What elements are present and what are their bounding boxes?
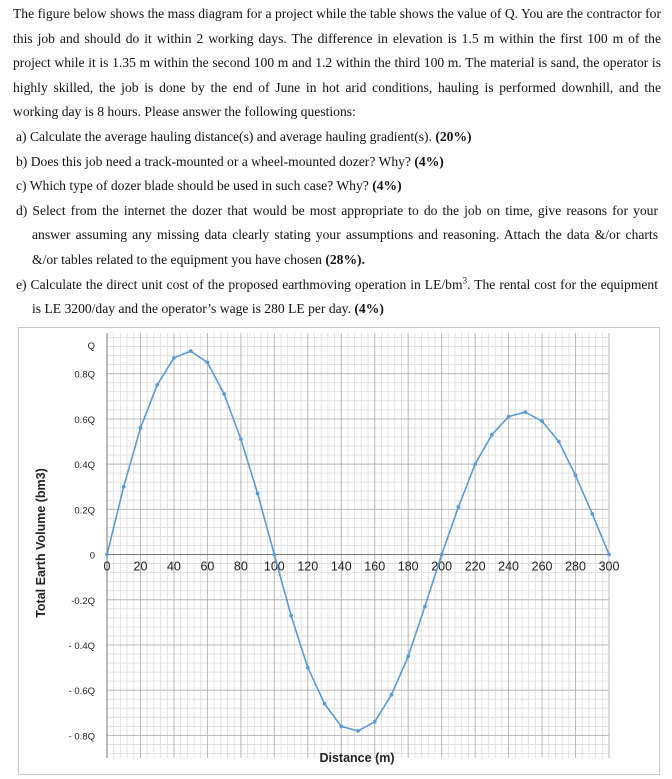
question-d: d) Select from the internet the dozer that would be most appropriate to do the job on time, give reasons for your answer assuming any missing data clearly stating your assumptions and reasoning. Attach the data &/or charts &/or tables related to the equipment you have chosen (28%). <box>16 202 658 267</box>
data-point <box>356 729 360 733</box>
data-point <box>122 485 126 489</box>
x-tick-label: 80 <box>233 559 248 574</box>
data-point <box>523 410 527 414</box>
x-tick-label: 180 <box>397 559 419 574</box>
data-point <box>306 666 310 670</box>
data-point <box>607 553 611 557</box>
x-tick-label: 20 <box>133 559 148 574</box>
y-tick-label: 0.8Q <box>74 369 95 381</box>
question-b: b) Does this job need a track-mounted or a wheel-mounted dozer? Why? (4%) <box>16 153 444 169</box>
y-axis-top-label: Q <box>87 341 95 352</box>
data-point <box>206 360 210 364</box>
question-c: c) Which type of dozer blade should be used in such case? Why? (4%) <box>16 178 402 194</box>
chart-tick-labels <box>69 370 620 743</box>
data-point <box>390 693 394 697</box>
series-line <box>107 351 609 731</box>
x-tick-label: 200 <box>431 559 453 574</box>
x-tick-label: 280 <box>565 559 586 574</box>
y-tick-label: - 0.4Q <box>68 640 95 652</box>
data-point <box>189 349 193 353</box>
x-tick-label: 60 <box>200 559 215 574</box>
y-tick-label: 0.2Q <box>74 505 95 517</box>
data-point <box>507 415 511 419</box>
data-point <box>239 437 243 441</box>
y-tick-label: 0.4Q <box>74 460 95 472</box>
data-point <box>373 720 377 724</box>
data-point <box>457 505 461 509</box>
data-point <box>256 492 260 496</box>
data-point <box>557 440 561 444</box>
data-point <box>473 462 477 466</box>
data-point <box>155 383 159 387</box>
data-point <box>139 426 143 430</box>
y-axis-label: Total Earth Volume (bm3) <box>34 468 48 618</box>
x-tick-label: 300 <box>598 559 620 574</box>
x-tick-label: 120 <box>297 559 319 574</box>
y-tick-label: - 0.6Q <box>68 686 95 698</box>
data-point <box>423 605 427 609</box>
x-tick-label: 40 <box>166 559 181 574</box>
data-point <box>339 724 343 728</box>
intro-paragraph: The figure below shows the mass diagram for a project while the table shows the value of Q. You are the contractor for this job and should do it within 2 working days. The difference in elevation is 1.5 m within the first 100 m of the project while it is 1.35 m within the second 100 m and 1.2 within the third 100 m. The material is sand, the operator is highly skilled, the job is done by the end of June in hot arid conditions, hauling is performed downhill, and the working day is 8 hours. Please answer the following questions: <box>13 6 661 120</box>
data-point <box>590 512 594 516</box>
chart-svg <box>19 328 659 774</box>
x-tick-label: 140 <box>330 559 352 574</box>
data-point <box>272 553 276 557</box>
y-tick-label: - 0.8Q <box>68 731 95 743</box>
data-point <box>289 614 293 618</box>
question-e: e) Calculate the direct unit cost of the proposed earthmoving operation in $LE/bm^3$. The rental cost for the equipment is LE 3200/day and the operator’s wage is 280 LE per day. (4%) <box>16 275 658 317</box>
data-point <box>574 474 578 478</box>
y-tick-label: 0 <box>89 550 95 562</box>
mass-diagram-chart <box>18 327 660 775</box>
x-tick-label: 100 <box>263 559 285 574</box>
data-point <box>172 356 176 360</box>
data-point <box>540 419 544 423</box>
data-point <box>222 392 226 396</box>
data-point <box>490 433 494 437</box>
x-tick-label: 240 <box>498 559 520 574</box>
x-tick-label: 220 <box>464 559 486 574</box>
data-point <box>105 553 109 557</box>
question-a: a) Calculate the average hauling distance(s) and average hauling gradient(s). (20%) <box>16 129 472 144</box>
data-point <box>406 654 410 658</box>
x-axis-label: Distance (m) <box>319 751 395 765</box>
y-tick-label: 0.6Q <box>74 414 95 426</box>
x-tick-label: 260 <box>531 559 553 574</box>
y-tick-label: -0.2Q <box>71 595 95 607</box>
data-point <box>323 702 327 706</box>
data-point <box>440 553 444 557</box>
questions-list <box>16 125 658 322</box>
x-tick-label: 0 <box>103 559 111 574</box>
chart-grid <box>107 333 609 758</box>
x-tick-label: 160 <box>364 559 386 574</box>
